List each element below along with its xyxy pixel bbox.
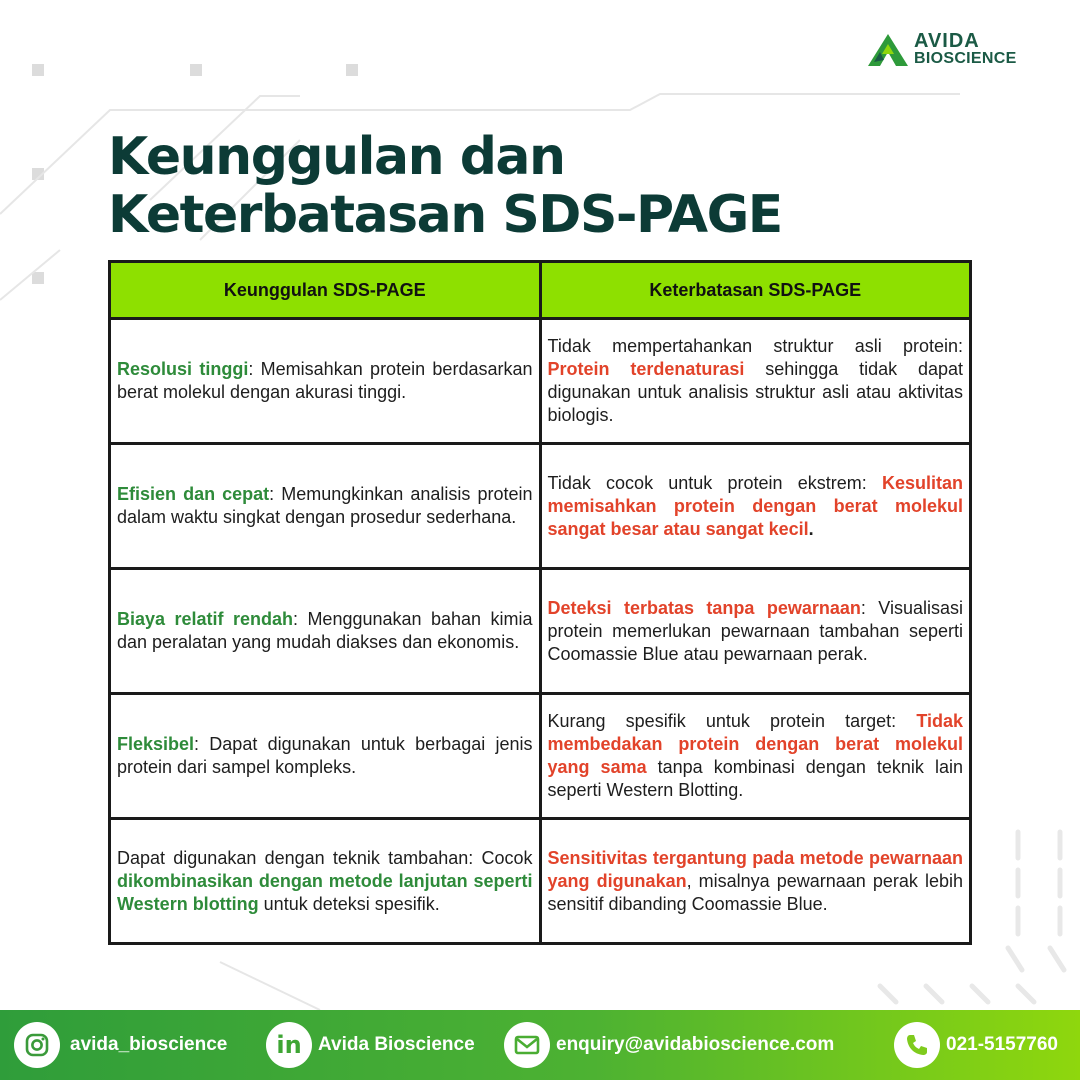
cell-text: , misalnya pewarnaan perak lebih sensitif dibanding Coomassie Blue. xyxy=(547,870,963,914)
cell-text: : Visualisasi protein memerlukan pewarnaan tambahan seperti Coomassie Blue atau pewarnaan perak. xyxy=(547,597,963,664)
instagram-icon xyxy=(14,1022,60,1068)
table-row xyxy=(110,444,971,569)
limitation-cell xyxy=(540,319,971,444)
cell-text: Tidak mempertahankan struktur asli protein: xyxy=(547,336,963,356)
table-body xyxy=(110,319,971,944)
email-address: enquiry@avidabioscience.com xyxy=(556,1034,835,1055)
highlight-advantage: Biaya relatif rendah xyxy=(117,609,293,629)
highlight-limitation: Protein terdenaturasi xyxy=(547,359,745,379)
table-row xyxy=(110,819,971,944)
limitation-cell xyxy=(540,819,971,944)
instagram-handle: avida_bioscience xyxy=(70,1034,228,1055)
limitation-cell xyxy=(540,569,971,694)
advantage-cell xyxy=(110,569,541,694)
cell-text: sehingga tidak dapat digunakan untuk analisis struktur asli atau aktivitas biologis. xyxy=(547,359,963,425)
advantage-cell xyxy=(110,444,541,569)
table-row xyxy=(110,319,971,444)
cell-text: Tidak cocok untuk protein ekstrem: xyxy=(547,472,882,493)
leaf-logo-icon xyxy=(866,32,910,68)
advantage-cell xyxy=(110,819,541,944)
footer-phone[interactable] xyxy=(894,1010,1058,1080)
cell-text: tanpa kombinasi dengan teknik lain seperti Western Blotting. xyxy=(547,757,963,800)
highlight-limitation: Sensitivitas tergantung pada metode pewarnaan yang digunakan xyxy=(547,847,963,891)
advantage-cell xyxy=(110,694,541,819)
page-title xyxy=(108,128,1008,244)
comparison-table xyxy=(108,260,972,945)
cell-text: untuk deteksi spesifik. xyxy=(258,893,440,914)
brand-name-line2: BIOSCIENCE xyxy=(914,50,1017,67)
cell-text: : Menggunakan bahan kimia dan peralatan yang mudah diakses dan ekonomis. xyxy=(117,609,533,652)
brand-name-line1: AVIDA xyxy=(914,30,980,52)
cell-text: : Memungkinkan analisis protein dalam waktu singkat dengan prosedur sederhana. xyxy=(117,484,533,527)
cell-text: Dapat digunakan dengan teknik tambahan: Cocok xyxy=(117,847,533,868)
page-title-line1: Keunggulan dan xyxy=(108,127,565,187)
column-header-advantages: Keunggulan SDS-PAGE xyxy=(110,262,541,319)
highlight-advantage: Efisien dan cepat xyxy=(117,484,270,504)
highlight-limitation: Deteksi terbatas tanpa pewarnaan xyxy=(547,597,861,618)
cell-text: . xyxy=(808,518,814,539)
phone-icon xyxy=(894,1022,940,1068)
highlight-advantage: Resolusi tinggi xyxy=(117,359,249,379)
footer-linkedin[interactable] xyxy=(266,1010,475,1080)
table-row xyxy=(110,569,971,694)
comparison-table-wrapper xyxy=(108,260,972,945)
linkedin-icon: in xyxy=(266,1022,312,1068)
cell-text: : Memisahkan protein berdasarkan berat molekul dengan akurasi tinggi. xyxy=(117,359,533,402)
limitation-cell xyxy=(540,444,971,569)
cell-text: : Dapat digunakan untuk berbagai jenis protein dari sampel kompleks. xyxy=(117,734,533,777)
footer-email[interactable] xyxy=(504,1010,834,1080)
highlight-advantage: dikombinasikan dengan metode lanjutan seperti Western blotting xyxy=(117,870,533,914)
avida-logo xyxy=(866,30,1056,70)
highlight-limitation: Tidak membedakan protein dengan berat molekul yang sama xyxy=(547,711,963,777)
advantage-cell xyxy=(110,319,541,444)
footer-contact-bar xyxy=(0,1010,1080,1080)
table-header-row xyxy=(110,262,971,319)
mail-icon xyxy=(504,1022,550,1068)
highlight-advantage: Fleksibel xyxy=(117,734,195,754)
column-header-limitations: Keterbatasan SDS-PAGE xyxy=(540,262,971,319)
limitation-cell xyxy=(540,694,971,819)
page-title-line2: Keterbatasan SDS-PAGE xyxy=(108,185,782,245)
footer-instagram[interactable] xyxy=(14,1010,227,1080)
phone-number: 021-5157760 xyxy=(946,1034,1058,1055)
table-row xyxy=(110,694,971,819)
linkedin-name: Avida Bioscience xyxy=(318,1034,475,1055)
highlight-limitation: Kesulitan memisahkan protein dengan berat molekul sangat besar atau sangat kecil xyxy=(547,472,963,539)
cell-text: Kurang spesifik untuk protein target: xyxy=(547,711,917,731)
